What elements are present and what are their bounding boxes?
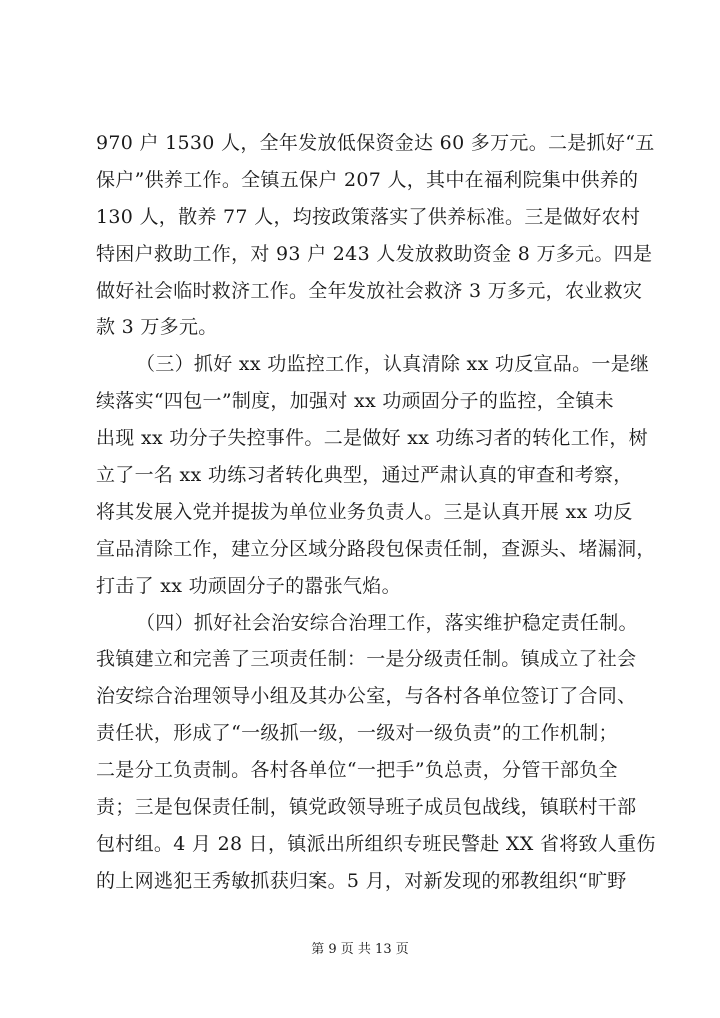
text-line: 970 户 1530 人，全年发放低保资金达 60 多万元。二是抓好“五 xyxy=(96,132,655,154)
text-line: 特困户救助工作，对 93 户 243 人发放救助资金 8 万多元。四是 xyxy=(96,242,653,265)
text-line: 包村组。4 月 28 日，镇派出所组织专班民警赴 XX 省将致人重伤 xyxy=(96,832,656,855)
text-line: 出现 xx 功分子失控事件。二是做好 xx 功练习者的转化工作，树 xyxy=(96,427,648,450)
paragraph-start-line: （四）抓好社会治安综合治理工作，落实维护稳定责任制。 xyxy=(136,611,638,634)
text-line: 做好社会临时救济工作。全年发放社会救济 3 万多元，农业救灾 xyxy=(96,279,643,302)
page-number-footer: 第 9 页 共 13 页 xyxy=(311,942,409,957)
text-line: 的上网逃犯王秀敏抓获归案。5 月，对新发现的邪教组织“旷野 xyxy=(96,869,627,892)
text-line: 将其发展入党并提拔为单位业务负责人。三是认真开展 xx 功反 xyxy=(96,500,633,523)
text-line: 打击了 xx 功顽固分子的嚣张气焰。 xyxy=(96,574,401,597)
text-line: 治安综合治理领导小组及其办公室，与各村各单位签订了合同、 xyxy=(96,685,637,708)
text-line: 宣品清除工作，建立分区域分路段包保责任制，查源头、堵漏洞， xyxy=(96,537,656,560)
text-line: 二是分工负责制。各村各单位“一把手”负总责，分管干部负全 xyxy=(96,759,618,782)
text-line: 续落实“四包一”制度，加强对 xx 功顽固分子的监控，全镇未 xyxy=(96,390,614,413)
text-line: 责；三是包保责任制，镇党政领导班子成员包战线，镇联村干部 xyxy=(96,796,637,819)
text-line: 责任状，形成了“一级抓一级，一级对一级负责”的工作机制； xyxy=(96,722,618,745)
text-line: 款 3 万多元。 xyxy=(96,316,218,339)
text-line: 保户”供养工作。全镇五保户 207 人，其中在福利院集中供养的 xyxy=(96,168,639,191)
text-line: 130 人，散养 77 人，均按政策落实了供养标准。三是做好农村 xyxy=(96,205,641,228)
document-body xyxy=(96,131,656,906)
paragraph-start-line: （三）抓好 xx 功监控工作，认真清除 xx 功反宣品。一是继 xyxy=(136,353,650,376)
text-line: 立了一名 xx 功练习者转化典型，通过严肃认真的审查和考察， xyxy=(96,464,633,487)
text-line: 我镇建立和完善了三项责任制：一是分级责任制。镇成立了社会 xyxy=(96,648,637,671)
